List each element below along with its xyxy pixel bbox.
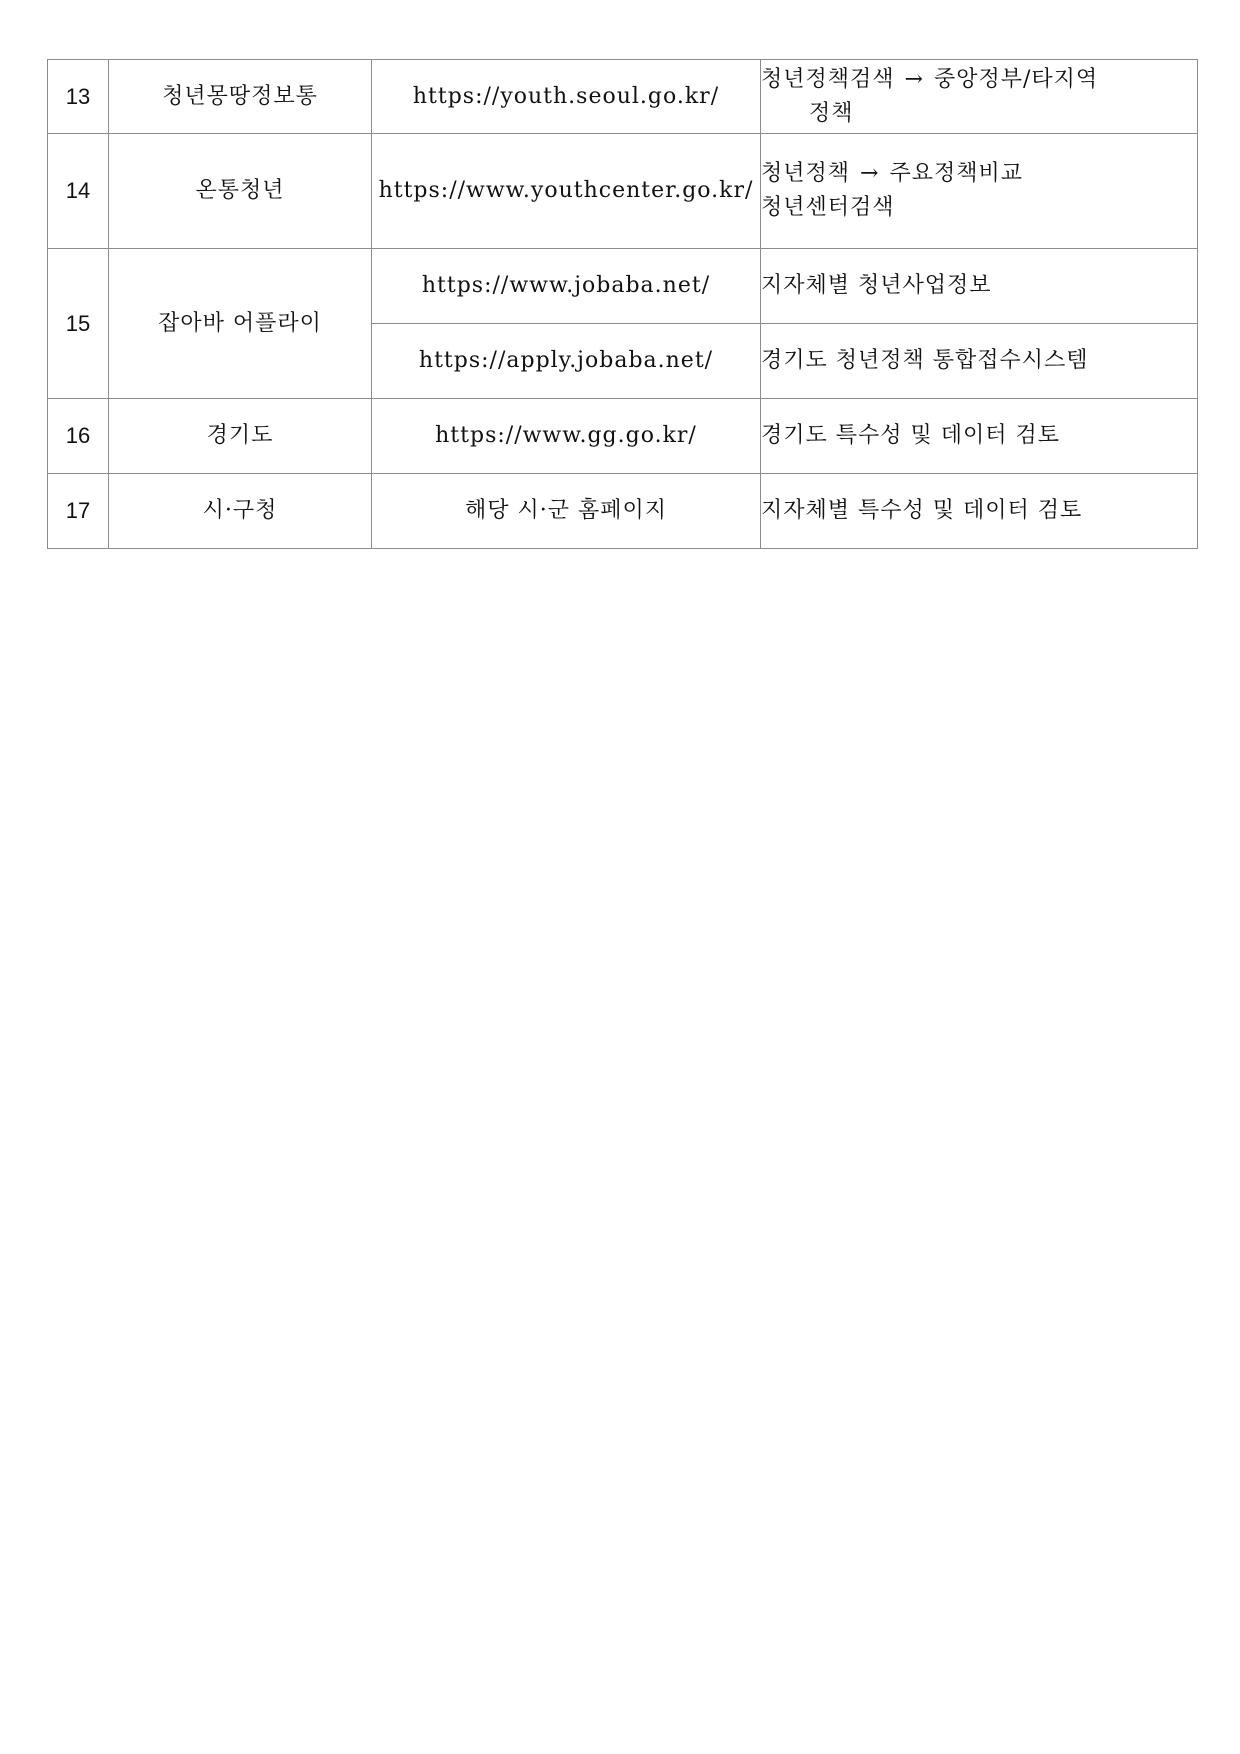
- table-row: [48, 60, 1198, 134]
- site-name: 경기도: [109, 399, 372, 474]
- description-line: [761, 157, 1197, 191]
- site-url[interactable]: https://youth.seoul.go.kr/: [372, 60, 761, 134]
- row-number: 14: [48, 134, 109, 249]
- site-url[interactable]: https://www.jobaba.net/: [372, 249, 761, 324]
- site-url[interactable]: https://apply.jobaba.net/: [372, 324, 761, 399]
- row-number: 17: [48, 474, 109, 549]
- site-description: [761, 134, 1198, 249]
- site-url[interactable]: https://www.youthcenter.go.kr/: [372, 134, 761, 249]
- arrow-right-icon: →: [904, 66, 924, 92]
- description-text: 주요정책비교: [889, 161, 1023, 186]
- site-description: 경기도 특수성 및 데이터 검토: [761, 399, 1198, 474]
- site-description: 경기도 청년정책 통합접수시스템: [761, 324, 1198, 399]
- site-url: 해당 시·군 홈페이지: [372, 474, 761, 549]
- site-name: 온통청년: [109, 134, 372, 249]
- row-number: 13: [48, 60, 109, 134]
- row-number: 15: [48, 249, 109, 399]
- table-row: [48, 399, 1198, 474]
- table-row: [48, 134, 1198, 249]
- site-name: 시·구청: [109, 474, 372, 549]
- site-url[interactable]: https://www.gg.go.kr/: [372, 399, 761, 474]
- description-text: 정책: [809, 100, 854, 126]
- arrow-right-icon: →: [860, 161, 880, 186]
- description-text: 중앙정부/타지역: [933, 66, 1099, 92]
- table-row: [48, 474, 1198, 549]
- site-reference-table: [47, 59, 1198, 549]
- site-name: 잡아바 어플라이: [109, 249, 372, 399]
- description-text: 청년센터검색: [761, 195, 895, 220]
- table-row: [48, 249, 1198, 324]
- row-number: 16: [48, 399, 109, 474]
- site-description: [761, 60, 1198, 134]
- description-line: [761, 63, 1197, 97]
- site-name: 청년몽땅정보통: [109, 60, 372, 134]
- description-text: 청년정책: [761, 161, 851, 186]
- site-description: 지자체별 청년사업정보: [761, 249, 1198, 324]
- description-text: 청년정책검색: [761, 66, 895, 92]
- site-description: 지자체별 특수성 및 데이터 검토: [761, 474, 1198, 549]
